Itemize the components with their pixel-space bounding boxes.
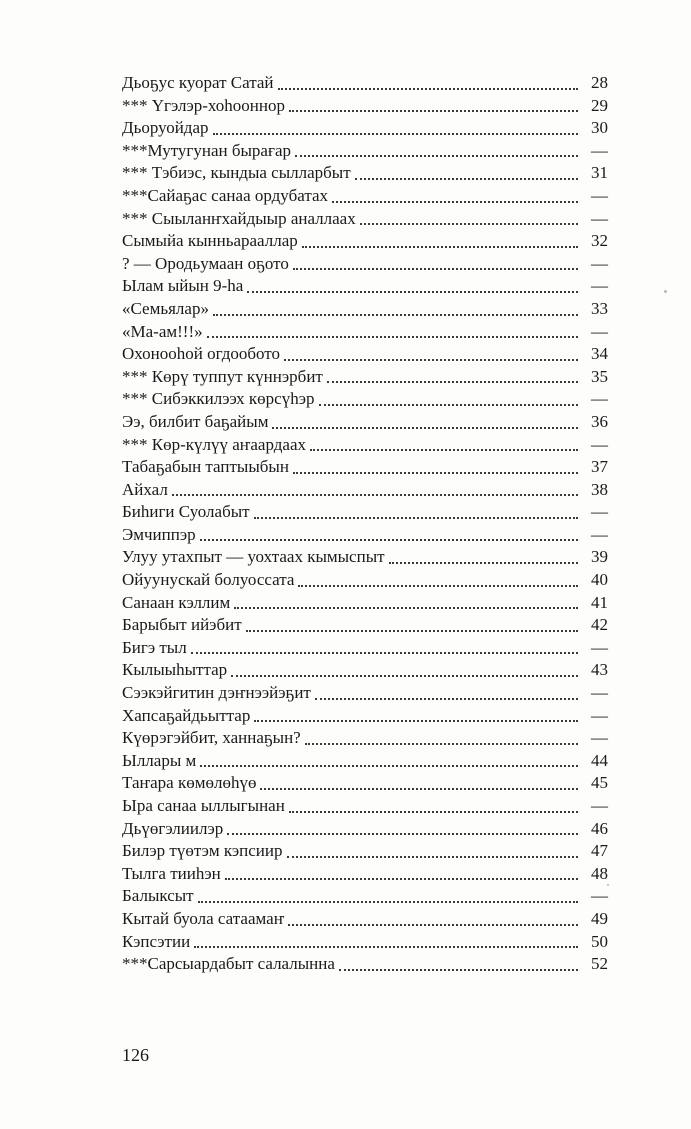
toc-entry-page: 50 — [591, 931, 608, 951]
dot-leader — [332, 185, 578, 208]
toc-entry — [122, 501, 608, 524]
toc-entry — [122, 750, 608, 773]
toc-entry-page: 34 — [591, 344, 608, 364]
toc-entry-title: Сымыйа кынньарааллар — [122, 231, 298, 251]
toc-entry-title: Табаҕабын таптыыбын — [122, 457, 289, 477]
table-of-contents — [122, 72, 608, 976]
toc-entry-page: 38 — [591, 479, 608, 499]
toc-entry — [122, 931, 608, 954]
dot-leader — [293, 253, 578, 276]
dot-leader — [191, 637, 578, 660]
dot-leader — [231, 659, 578, 682]
toc-entry-title: ***Мутугунан бырағар — [122, 140, 291, 160]
toc-entry — [122, 569, 608, 592]
dot-leader — [360, 208, 578, 231]
dot-leader — [298, 569, 578, 592]
toc-entry-title: Кытай буола сатаамаҥ — [122, 908, 285, 928]
toc-entry-page: 37 — [591, 457, 608, 477]
toc-entry — [122, 953, 608, 976]
dot-leader — [207, 321, 578, 344]
toc-entry — [122, 275, 608, 298]
toc-entry-page: 48 — [591, 863, 608, 883]
dot-leader — [315, 682, 578, 705]
toc-entry-page: 47 — [591, 841, 608, 861]
toc-entry-title: Тылга тииһэн — [122, 863, 221, 883]
toc-entry-page: — — [591, 276, 608, 296]
toc-entry-title: Сээкэйгитин дэҥнээйэҕит — [122, 683, 311, 703]
page-number: 126 — [122, 1045, 149, 1065]
toc-entry-page: — — [591, 524, 608, 544]
dot-leader — [227, 818, 578, 841]
dot-leader — [284, 343, 578, 366]
toc-entry-page: — — [591, 434, 608, 454]
toc-entry — [122, 818, 608, 841]
dot-leader — [287, 840, 579, 863]
toc-entry — [122, 298, 608, 321]
toc-entry — [122, 366, 608, 389]
toc-entry-title: ? — Ородьумаан оҕото — [122, 253, 289, 273]
toc-entry — [122, 140, 608, 163]
toc-entry-page: — — [591, 140, 608, 160]
toc-entry — [122, 637, 608, 660]
toc-entry — [122, 863, 608, 886]
toc-entry-title: *** Сибэккилээх көрсүһэр — [122, 389, 315, 409]
toc-entry — [122, 546, 608, 569]
toc-entry-title: Билэр түөтэм кэпсиир — [122, 841, 283, 861]
toc-entry-title: *** Үгэлэр-хоһооннор — [122, 95, 285, 115]
toc-entry — [122, 795, 608, 818]
paper-speck — [607, 884, 609, 886]
toc-entry — [122, 479, 608, 502]
dot-leader — [225, 863, 578, 886]
toc-entry-page: 36 — [591, 411, 608, 431]
toc-entry-title: Ыллары м — [122, 750, 197, 770]
toc-entry-page: 46 — [591, 818, 608, 838]
toc-entry-page: 41 — [591, 592, 608, 612]
toc-entry-page: — — [591, 253, 608, 273]
toc-entry-title: *** Көр-күлүү аҥаардаах — [122, 434, 306, 454]
toc-entry-title: Айхал — [122, 479, 168, 499]
toc-entry-page: — — [591, 728, 608, 748]
dot-leader — [247, 275, 578, 298]
toc-entry-page: — — [591, 796, 608, 815]
toc-entry-page: — — [591, 705, 608, 725]
dot-leader — [293, 456, 578, 479]
toc-entry-title: Барыбыт ийэбит — [122, 615, 242, 635]
toc-entry-page: 31 — [591, 163, 608, 183]
dot-leader — [389, 546, 578, 569]
dot-leader — [200, 524, 578, 547]
dot-leader — [194, 931, 578, 954]
toc-entry-title: ***Сайаҕас санаа ордубатах — [122, 185, 329, 205]
dot-leader — [200, 750, 578, 773]
toc-entry — [122, 840, 608, 863]
dot-leader — [305, 727, 578, 750]
toc-entry-page: 43 — [591, 660, 608, 680]
dot-leader — [327, 366, 578, 389]
toc-entry — [122, 727, 608, 750]
toc-entry — [122, 705, 608, 728]
dot-leader — [295, 140, 578, 163]
toc-entry-page: — — [591, 185, 608, 205]
toc-entry-title: Эмчиппэр — [122, 524, 196, 544]
toc-entry — [122, 162, 608, 185]
toc-entry-title: «Семьялар» — [122, 298, 209, 318]
toc-entry-title: Ээ, билбит баҕайым — [122, 411, 269, 431]
toc-entry — [122, 343, 608, 366]
dot-leader — [278, 72, 578, 95]
toc-entry — [122, 592, 608, 615]
dot-leader — [260, 772, 578, 795]
toc-entry-page: — — [591, 502, 608, 522]
toc-entry — [122, 185, 608, 208]
dot-leader — [288, 908, 578, 931]
toc-entry-page: 49 — [591, 908, 608, 928]
toc-entry-page: 39 — [591, 547, 608, 567]
toc-entry-title: *** Көрү туппут күннэрбит — [122, 366, 323, 386]
dot-leader — [198, 885, 578, 908]
toc-entry-page: 29 — [591, 95, 608, 115]
toc-entry-page: 52 — [591, 954, 608, 974]
dot-leader — [289, 95, 578, 118]
toc-entry-page: — — [591, 208, 608, 228]
toc-entry — [122, 682, 608, 705]
toc-entry — [122, 524, 608, 547]
dot-leader — [234, 592, 578, 615]
toc-entry — [122, 388, 608, 411]
toc-entry-title: Кылыыһыттар — [122, 660, 228, 680]
toc-entry-title: Биһиги Суолабыт — [122, 502, 250, 522]
toc-entry-title: *** Сыыланҥхайдыыр аналлаах — [122, 208, 356, 228]
dot-leader — [254, 501, 578, 524]
toc-entry-page: — — [591, 321, 608, 341]
toc-entry-title: Дьоҕус куорат Сатай — [122, 73, 274, 92]
toc-entry-title: Ылам ыйын 9-һа — [122, 276, 244, 296]
toc-entry — [122, 72, 608, 95]
dot-leader — [172, 479, 578, 502]
toc-entry-page: — — [591, 683, 608, 703]
toc-entry — [122, 659, 608, 682]
toc-entry-page: — — [591, 886, 608, 906]
toc-entry-title: Улуу утахпыт — уохтаах кымыспыт — [122, 547, 385, 567]
dot-leader — [302, 230, 578, 253]
toc-entry-title: Дьоруойдар — [122, 118, 209, 138]
dot-leader — [289, 795, 578, 818]
toc-entry-title: Охоноoһой огдообото — [122, 344, 280, 364]
toc-entry-title: Таҥара көмөлөһүө — [122, 773, 257, 793]
toc-entry-page: 44 — [591, 750, 608, 770]
toc-entry — [122, 230, 608, 253]
toc-entry — [122, 253, 608, 276]
toc-entry-title: Күөрэгэйбит, ханнаҕын? — [122, 728, 301, 748]
toc-entry-page: 33 — [591, 298, 608, 318]
toc-entry — [122, 208, 608, 231]
toc-entry — [122, 908, 608, 931]
dot-leader — [339, 953, 578, 976]
toc-entry — [122, 411, 608, 434]
dot-leader — [319, 388, 578, 411]
toc-entry-title: «Ма-ам!!!» — [122, 321, 203, 341]
toc-entry — [122, 772, 608, 795]
toc-entry-page: — — [591, 389, 608, 409]
dot-leader — [254, 705, 578, 728]
dot-leader — [272, 411, 578, 434]
toc-entry-title: Санаан кэллим — [122, 592, 231, 612]
toc-entry — [122, 95, 608, 118]
toc-entry — [122, 117, 608, 140]
toc-entry — [122, 885, 608, 908]
dot-leader — [213, 117, 579, 140]
toc-entry-title: Дьүөгэлиилэр — [122, 818, 224, 838]
toc-entry-page: 30 — [591, 118, 608, 138]
toc-entry-title: Ойуунускай болуоссата — [122, 570, 295, 590]
toc-entry-page: 28 — [591, 73, 608, 92]
dot-leader — [310, 434, 578, 457]
toc-entry-title: Бигэ тыл — [122, 637, 187, 657]
paper-speck — [664, 290, 667, 293]
toc-entry — [122, 321, 608, 344]
toc-entry-title: *** Тэбиэс, кындыа сылларбыт — [122, 163, 351, 183]
toc-entry-page: 40 — [591, 570, 608, 590]
dot-leader — [213, 298, 578, 321]
toc-entry-title: Кэпсэтии — [122, 931, 191, 951]
toc-entry — [122, 614, 608, 637]
toc-entry — [122, 434, 608, 457]
toc-entry-page: 45 — [591, 773, 608, 793]
dot-leader — [355, 162, 578, 185]
toc-entry-title: Балыксыт — [122, 886, 194, 906]
toc-entry-title: Ыра санаа ыллыгынан — [122, 796, 285, 815]
toc-entry-page: — — [591, 637, 608, 657]
toc-entry-title: ***Сарсыардабыт салалынна — [122, 954, 335, 974]
dot-leader — [246, 614, 578, 637]
toc-entry-title: Хапсаҕайдьыттар — [122, 705, 251, 725]
toc-entry — [122, 456, 608, 479]
toc-entry-page: 35 — [591, 366, 608, 386]
toc-entry-page: 32 — [591, 231, 608, 251]
toc-entry-page: 42 — [591, 615, 608, 635]
